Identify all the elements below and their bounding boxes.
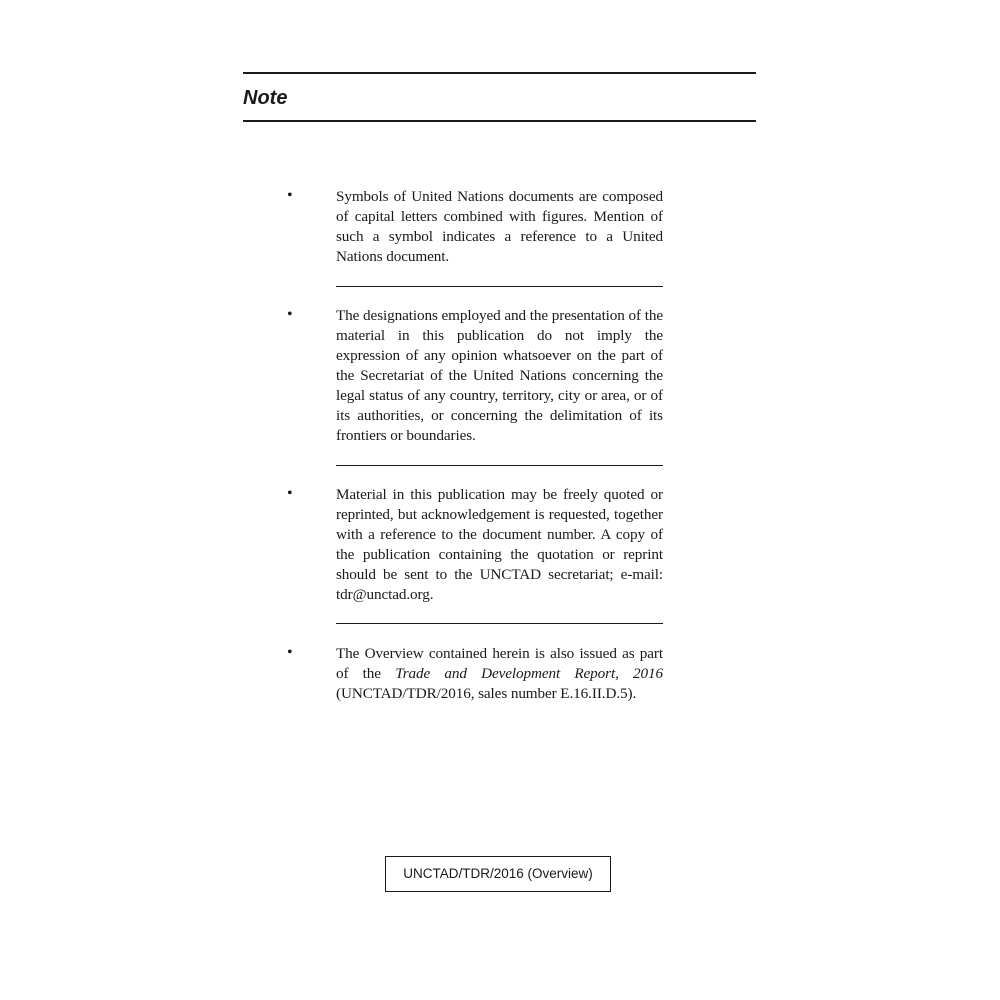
bullet-icon: • [287, 485, 293, 502]
note-symbols: Symbols of United Nations documents are composed of capital letters combined with figures. Mention of such a symbol indicates a reference to a United Nations document. [336, 188, 663, 265]
note-overview [336, 644, 663, 704]
header-top-rule [243, 72, 756, 74]
note-designations: The designations employed and the presentation of the material in this publication do not imply the expression of any opinion whatsoever on the part of the Secretariat of the United Nations concerning the legal status of any country, territory, city or area, or of its authorities, or concerning the delimitation of its frontiers or boundaries. [336, 307, 663, 444]
header-bottom-rule [243, 120, 756, 122]
bullet-icon: • [287, 187, 293, 204]
note-overview-text-after: (UNCTAD/TDR/2016, sales number E.16.II.D.5). [336, 685, 637, 702]
note-separator [336, 623, 663, 624]
note-separator [336, 286, 663, 287]
document-symbol-box: UNCTAD/TDR/2016 (Overview) [385, 856, 611, 892]
note-quotation: Material in this publication may be freely quoted or reprinted, but acknowledgement is requested, together with a reference to the document number. A copy of the publication containing the quotation or reprint should be sent to the UNCTAD secretariat; e-mail: tdr@unctad.org. [336, 486, 663, 603]
note-overview-text-before: The Overview contained herein is also issued as part of the [336, 645, 663, 682]
page-title: Note [243, 87, 288, 109]
bullet-icon: • [287, 644, 293, 661]
bullet-icon: • [287, 306, 293, 323]
note-separator [336, 465, 663, 466]
report-title: Trade and Development Report, 2016 [395, 665, 663, 682]
